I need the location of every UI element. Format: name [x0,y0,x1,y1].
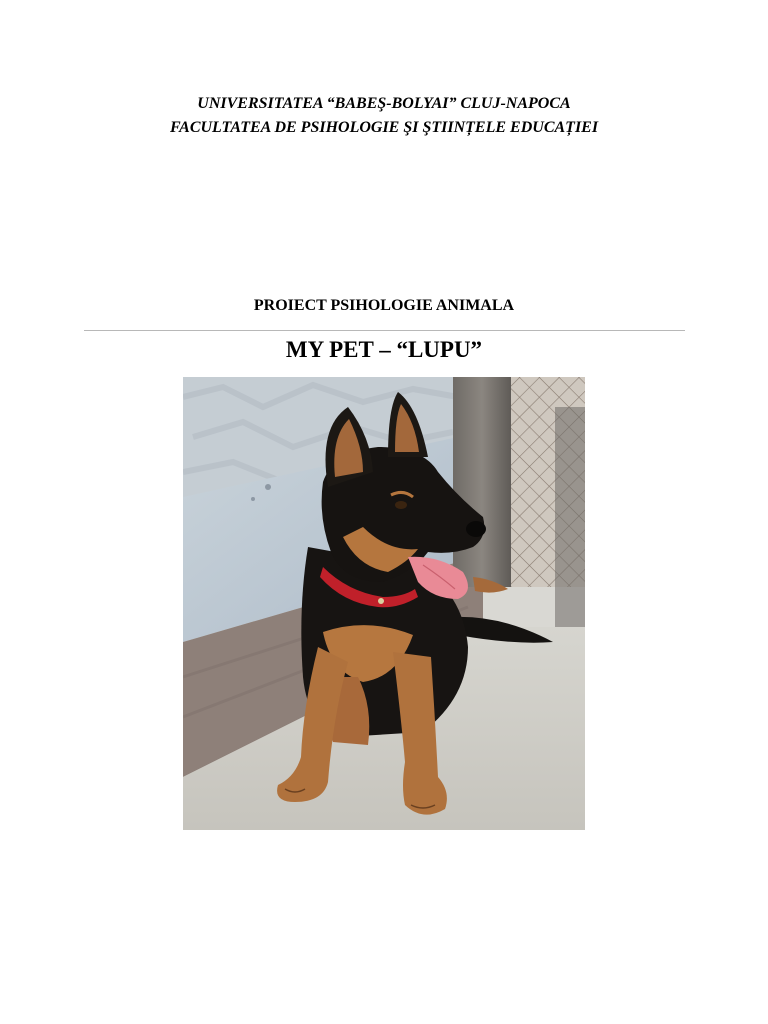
project-label: PROIECT PSIHOLOGIE ANIMALA [253,297,515,314]
divider-rule [84,330,685,331]
puppy-nose [466,521,486,537]
pet-photo [183,377,585,830]
puppy-eye [395,501,407,509]
faculty-name: FACULTATEA DE PSIHOLOGIE ŞI ŞTIINȚELE EDUCAȚIEI [169,119,599,136]
university-name: UNIVERSITATEA “BABEŞ-BOLYAI” CLUJ-NAPOCA [197,95,571,112]
document-title: MY PET – “LUPU” [285,337,483,362]
wooden-post [453,377,511,587]
